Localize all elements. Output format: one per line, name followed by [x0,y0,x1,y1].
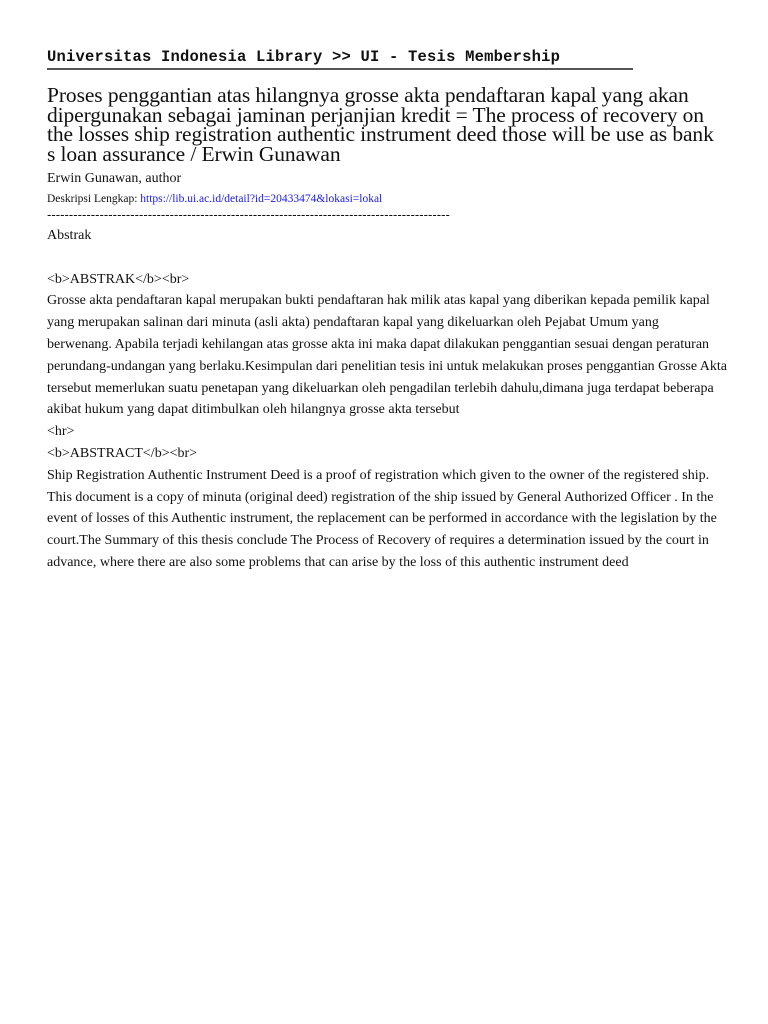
description-label: Deskripsi Lengkap: [47,193,138,205]
hr-raw: <hr> [47,424,75,440]
blank-line [47,247,727,269]
header-underline [47,68,633,70]
author-line: Erwin Gunawan, author [47,171,182,186]
description-line [47,191,727,207]
separator-line: -------------------------------------------------------------------------------------------- [47,208,450,222]
abstract-heading-raw: <b>ABSTRACT</b><br> [47,445,198,461]
library-header: Universitas Indonesia Library >> UI - Tesis Membership [47,48,561,66]
document-page [47,46,727,574]
document-title: Proses penggantian atas hilangnya grosse akta pendaftaran kapal yang akan dipergunakan sebagai jaminan perjanjian kredit = The process of recovery on the losses ship registration authentic instrument deed those will be use as bank s loan assurance / Erwin Gunawan [47,83,714,166]
abstract-label: Abstrak [47,228,92,243]
abstract-section [47,225,727,574]
abstract-paragraph: Ship Registration Authentic Instrument Deed is a proof of registration which given to the owner of the registered ship. This document is a copy of minuta (original deed) registration of the ship issued by General Authorized Officer . In the event of losses of this Authentic instrument, the replacement can be performed in accordance with the legislation by the court.The Summary of this thesis conclude The Process of Recovery of requires a determination issued by the court in advance, where there are also some problems that can arise by the loss of this authentic instrument deed [47,467,717,570]
abstrak-paragraph: Grosse akta pendaftaran kapal merupakan bukti pendaftaran hak milik atas kapal yang diberikan kepada pemilik kapal yang merupakan salinan dari minuta (asli akta) pendaftaran kapal yang dikeluarkan oleh Pejabat Umum yang berwenang. Apabila terjadi kehilangan atas grosse akta ini maka dapat dilakukan penggantian sesuai dengan peraturan perundang-undangan yang berlaku.Kesimpulan dari penelitian tesis ini untuk melakukan proses penggantian Grosse Akta tersebut memerlukan suatu penetapan yang dikeluarkan oleh pengadilan terlebih dahulu,dimana juga terdapat beberapa akibat hukum yang dapat ditimbulkan oleh hilangnya grosse akta tersebut [47,293,727,418]
description-link[interactable]: https://lib.ui.ac.id/detail?id=20433474&lokasi=lokal [140,193,383,205]
abstrak-heading-raw: <b>ABSTRAK</b><br> [47,271,190,287]
